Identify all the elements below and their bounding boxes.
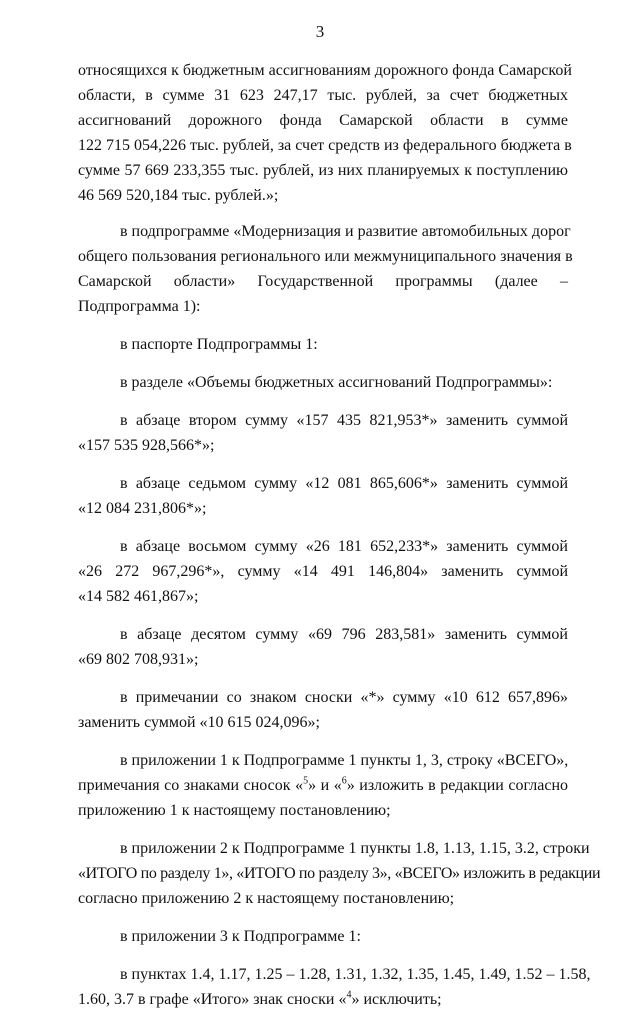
paragraph-footnote-note — [78, 685, 568, 735]
text-line: в паспорте Подпрограммы 1: — [120, 336, 318, 353]
paragraph-items-list — [78, 962, 591, 1012]
paragraph-section — [78, 370, 568, 395]
text-fragment: 1.60, 3.7 в графе «Итого» знак сноски « — [78, 991, 347, 1008]
text-line: в абзаце втором сумму «157 435 821,953*» заменить суммой — [120, 412, 568, 429]
document-body — [78, 58, 601, 1012]
page-number: 3 — [315, 22, 325, 41]
paragraph-appendix-1 — [78, 748, 568, 823]
text-line: «69 802 708,931»; — [78, 651, 199, 668]
text-line: ассигнований дорожного фонда Самарской области в сумме — [78, 112, 568, 129]
paragraph-appendix-2 — [78, 836, 601, 911]
paragraph-subprogram-1 — [78, 219, 573, 319]
text-line: в абзаце восьмом сумму «26 181 652,233*» заменить суммой — [120, 538, 568, 555]
text-line: «14 582 461,867»; — [78, 588, 199, 605]
footnote-mark: 6 — [341, 775, 347, 787]
footnote-mark: 5 — [303, 775, 309, 787]
text-line: 46 569 520,184 тыс. рублей.»; — [78, 187, 279, 204]
text-line: в приложении 3 к Подпрограмме 1: — [120, 928, 361, 945]
text-line: приложению 1 к настоящему постановлению; — [78, 802, 391, 819]
text-line: Самарской области» Государственной программы (далее – — [78, 273, 568, 290]
text-line: в приложении 2 к Подпрограмме 1 пункты 1.8, 1.13, 1.15, 3.2, строки — [120, 840, 590, 857]
text-line — [78, 773, 568, 798]
text-line: в разделе «Объемы бюджетных ассигнований Подпрограммы»: — [120, 374, 553, 391]
text-line — [78, 987, 568, 1012]
text-line: в примечании со знаком сноски «*» сумму «10 612 657,896» — [120, 689, 568, 706]
text-line: заменить суммой «10 615 024,096»; — [78, 714, 320, 731]
text-line: «157 535 928,566*»; — [78, 437, 215, 454]
text-line: согласно приложению 2 к настоящему постановлению; — [78, 890, 455, 907]
text-fragment: примечания со знаками сносок « — [78, 777, 304, 794]
text-line: сумме 57 669 233,355 тыс. рублей, из них планируемых к поступлению — [78, 162, 568, 179]
text-line: области, в сумме 31 623 247,17 тыс. рублей, за счет бюджетных — [78, 87, 568, 104]
text-line: общего пользования регионального или межмуниципального значения в — [78, 248, 573, 265]
text-line: относящихся к бюджетным ассигнованиям дорожного фонда Самарской — [78, 62, 572, 79]
text-line: в пунктах 1.4, 1.17, 1.25 – 1.28, 1.31, 1.32, 1.35, 1.45, 1.49, 1.52 – 1.58, — [120, 966, 591, 983]
text-line: в абзаце седьмом сумму «12 081 865,606*» заменить суммой — [120, 475, 568, 492]
paragraph-appendix-3 — [78, 924, 568, 949]
paragraph-abzats-7 — [78, 471, 568, 521]
paragraph-passport — [78, 332, 568, 357]
text-line: в приложении 1 к Подпрограмме 1 пункты 1, 3, строку «ВСЕГО», — [120, 752, 569, 769]
text-line: Подпрограмма 1): — [78, 298, 201, 315]
text-line: в подпрограмме «Модернизация и развитие автомобильных дорог — [120, 223, 571, 240]
text-line: 122 715 054,226 тыс. рублей, за счет средств из федерального бюджета в — [78, 137, 572, 154]
paragraph-abzats-8 — [78, 534, 568, 609]
paragraph-abzats-10 — [78, 622, 568, 672]
footnote-mark: 4 — [346, 989, 352, 1001]
text-fragment: » исключить; — [351, 991, 442, 1008]
text-line: «12 084 231,806*»; — [78, 500, 207, 517]
text-line: «ИТОГО по разделу 1», «ИТОГО по разделу 3», «ВСЕГО» изложить в редакции — [78, 865, 601, 882]
text-line: в абзаце десятом сумму «69 796 283,581» заменить суммой — [120, 626, 568, 643]
text-fragment: » изложить в редакции согласно — [346, 777, 569, 794]
text-fragment: » и « — [308, 777, 342, 794]
text-line: «26 272 967,296*», сумму «14 491 146,804» заменить суммой — [78, 563, 568, 580]
paragraph-budget-sums — [78, 58, 572, 208]
paragraph-abzats-2 — [78, 408, 568, 458]
